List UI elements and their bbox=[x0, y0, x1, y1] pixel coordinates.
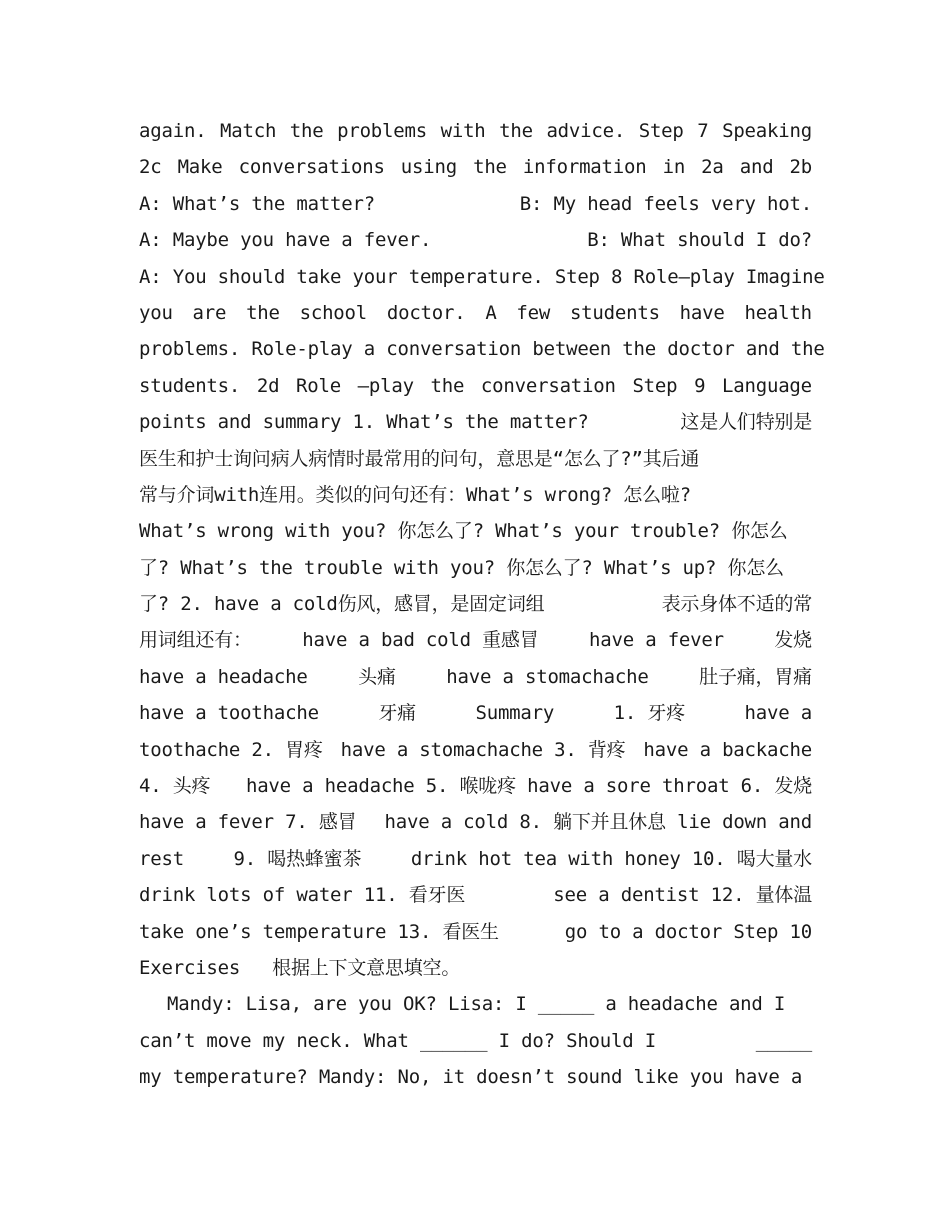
text-line bbox=[139, 914, 812, 950]
text-segment: 1. 牙疼 bbox=[613, 702, 685, 725]
text-line bbox=[139, 804, 812, 840]
text-line bbox=[139, 841, 812, 877]
text-line bbox=[139, 113, 812, 149]
word: are bbox=[192, 301, 227, 324]
word: using bbox=[400, 156, 457, 179]
word: in bbox=[662, 156, 686, 179]
text-segment: have a toothache bbox=[139, 702, 319, 725]
text-line bbox=[139, 1023, 812, 1059]
word: doctor. bbox=[386, 301, 466, 324]
text-segment: have a fever 7. 感冒 bbox=[139, 811, 357, 834]
text-line bbox=[139, 950, 812, 986]
dialogue-segment: B: My head feels very hot. bbox=[519, 192, 812, 215]
text-segment: take one’s temperature 13. 看医生 bbox=[139, 920, 499, 943]
text-segment: A: You should take your temperature. Step 8 Role–play Imagine bbox=[139, 265, 825, 288]
text-segment: have a stomachache bbox=[446, 665, 649, 688]
text-line bbox=[139, 513, 812, 549]
word: school bbox=[299, 301, 368, 324]
text-segment: 牙痛 bbox=[378, 702, 416, 725]
text-line bbox=[139, 986, 812, 1022]
text-segment: What’s wrong with you? 你怎么了? What’s your trouble? 你怎么 bbox=[139, 520, 788, 543]
word: students bbox=[569, 301, 660, 324]
text-segment: have a headache 5. 喉咙疼 have a sore throat 6. 发烧 bbox=[245, 775, 812, 798]
word: A bbox=[485, 301, 497, 324]
word: the bbox=[289, 120, 324, 142]
text-line bbox=[139, 222, 812, 258]
text-line bbox=[139, 441, 812, 477]
text-segment: have a headache bbox=[139, 665, 308, 688]
dialogue-segment: B: What should I do? bbox=[587, 229, 812, 252]
text-segment: have a cold 8. 躺下并且休息 lie down and bbox=[384, 811, 812, 834]
text-line bbox=[139, 622, 812, 658]
text-segment: have a bbox=[744, 702, 812, 725]
text-segment: 用词组还有： bbox=[139, 629, 252, 652]
text-segment: 根据上下文意思填空。 bbox=[272, 956, 461, 979]
text-line bbox=[139, 659, 812, 695]
text-segment: toothache 2. 胃疼 bbox=[139, 738, 323, 761]
text-segment: 发烧 bbox=[774, 629, 812, 652]
text-line bbox=[139, 295, 812, 331]
text-segment: Exercises bbox=[139, 956, 241, 979]
text-segment: problems. Role-play a conversation between the doctor and the bbox=[139, 338, 825, 361]
word: 9 bbox=[694, 374, 706, 397]
text-line bbox=[139, 368, 812, 404]
text-segment: drink lots of water 11. 看牙医 bbox=[139, 884, 466, 907]
text-line bbox=[139, 732, 812, 768]
text-line bbox=[139, 877, 812, 913]
text-segment: Mandy: Lisa, are you OK? Lisa: I _____ a headache and I bbox=[167, 993, 786, 1016]
text-segment: 了? 2. have a cold伤风，感冒，是固定词组 bbox=[139, 593, 545, 616]
word: the bbox=[499, 120, 533, 142]
blank-line: _____ bbox=[755, 1029, 812, 1052]
word: 2d bbox=[256, 374, 280, 397]
text-line bbox=[139, 586, 812, 622]
text-segment: 常与介词with连用。类似的问句还有：What’s wrong? 怎么啦? bbox=[139, 483, 691, 506]
text-line bbox=[139, 259, 825, 295]
text-line bbox=[139, 550, 812, 586]
word: again. bbox=[139, 120, 207, 142]
word: –play bbox=[357, 374, 414, 397]
word: 2b bbox=[789, 156, 812, 179]
word: and bbox=[739, 156, 774, 179]
word: Language bbox=[722, 374, 812, 397]
word: Speaking bbox=[722, 120, 812, 142]
word: have bbox=[679, 301, 725, 324]
word: with bbox=[440, 120, 486, 142]
text-line bbox=[139, 149, 812, 185]
word: health bbox=[744, 301, 812, 324]
word: information bbox=[522, 156, 647, 179]
text-segment: go to a doctor Step 10 bbox=[564, 920, 812, 943]
text-segment: points and summary 1. What’s the matter? bbox=[139, 411, 589, 434]
word: the bbox=[430, 374, 465, 397]
text-segment: 表示身体不适的常 bbox=[661, 593, 812, 616]
text-segment: 9. 喝热蜂蜜茶 bbox=[233, 847, 362, 870]
word: the bbox=[473, 156, 507, 179]
text-segment: see a dentist 12. 量体温 bbox=[553, 884, 812, 907]
word: advice. bbox=[546, 120, 626, 142]
text-line bbox=[139, 477, 812, 513]
word: conversations bbox=[238, 156, 385, 179]
text-segment: rest bbox=[139, 847, 184, 870]
text-segment: 医生和护士询问病人病情时最常用的问句，意思是“怎么了?”其后通 bbox=[139, 447, 700, 470]
text-segment: 肚子痛，胃痛 bbox=[699, 665, 812, 688]
word: 2a bbox=[701, 156, 724, 179]
word: problems bbox=[337, 120, 428, 142]
text-line bbox=[139, 331, 825, 367]
word: Role bbox=[295, 374, 341, 397]
word: Match bbox=[220, 120, 277, 142]
text-line bbox=[139, 695, 812, 731]
word: students. bbox=[139, 374, 241, 397]
text-line bbox=[139, 186, 812, 222]
text-segment: 这是人们特别是 bbox=[680, 411, 812, 434]
word: 7 bbox=[697, 120, 709, 142]
dialogue-segment: A: What’s the matter? bbox=[139, 192, 376, 215]
dialogue-segment: A: Maybe you have a fever. bbox=[139, 229, 432, 252]
text-segment: have a fever bbox=[589, 629, 724, 652]
text-line bbox=[139, 1059, 812, 1095]
word: you bbox=[139, 301, 173, 324]
text-segment: 了? What’s the trouble with you? 你怎么了? What’s up? 你怎么 bbox=[139, 556, 784, 579]
word: Step bbox=[638, 120, 684, 142]
text-segment: drink hot tea with honey 10. 喝大量水 bbox=[410, 847, 812, 870]
word: the bbox=[246, 301, 280, 324]
text-segment: have a backache bbox=[643, 738, 812, 761]
word: Step bbox=[632, 374, 678, 397]
word: conversation bbox=[480, 374, 616, 397]
text-segment: 头痛 bbox=[358, 665, 396, 688]
text-segment: 4. 头疼 bbox=[139, 775, 211, 798]
text-segment: my temperature? Mandy: No, it doesn’t sound like you have a bbox=[139, 1066, 803, 1089]
word: 2c bbox=[139, 156, 162, 179]
text-line bbox=[139, 404, 812, 440]
word: Make bbox=[177, 156, 223, 179]
text-line bbox=[139, 768, 812, 804]
text-segment: have a stomachache 3. 背疼 bbox=[340, 738, 626, 761]
text-segment: Summary bbox=[475, 702, 555, 725]
word: few bbox=[516, 301, 551, 324]
text-segment: have a bad cold 重感冒 bbox=[302, 629, 539, 652]
document-body bbox=[139, 113, 825, 1096]
text-segment: can’t move my neck. What ______ I do? Should I bbox=[139, 1029, 656, 1052]
